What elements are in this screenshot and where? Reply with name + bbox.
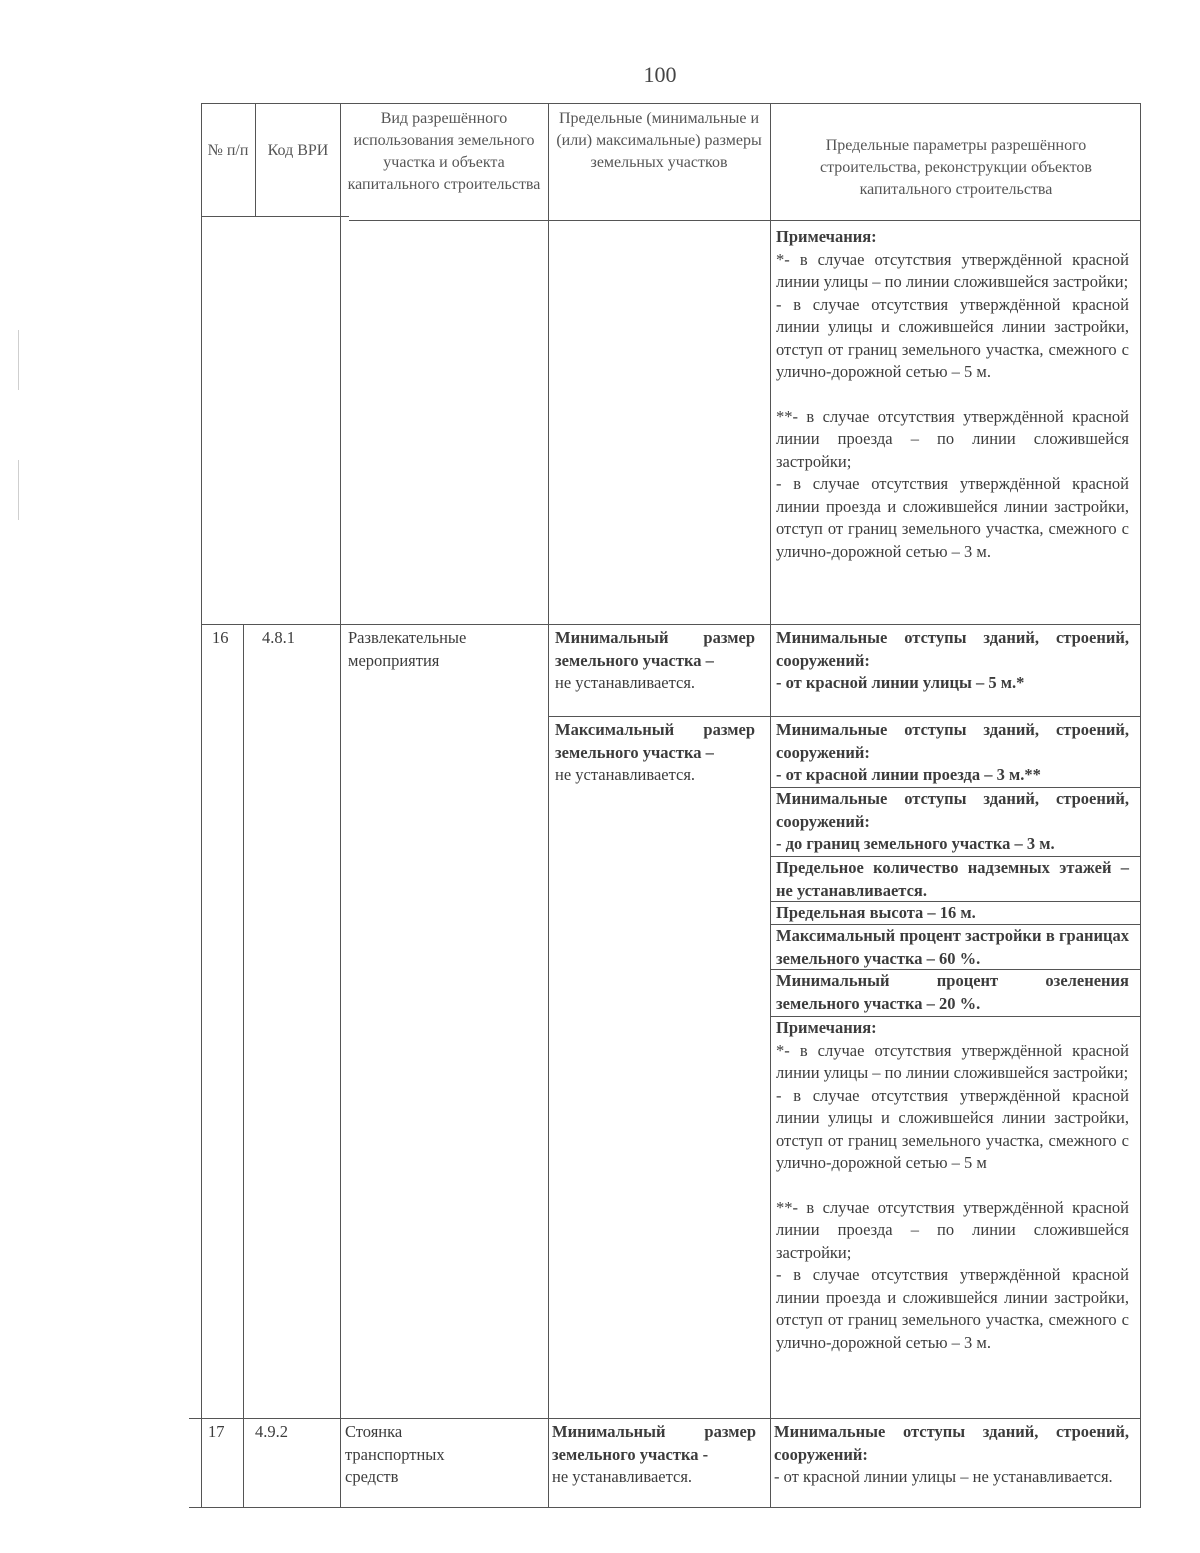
- header-parameters: Предельные параметры разрешённого строительства, реконструкции объектов капитального строительства: [820, 137, 1092, 198]
- setback-street: [774, 1421, 1129, 1489]
- setback-value: - от красной линии проезда – 3 м.**: [776, 765, 1041, 784]
- note-text: - в случае отсутствия утверждённой красной линии улицы и сложившейся линии застройки, отступ от границ земельного участка, смежного с улично-дорожной сетью – 5 м.: [776, 294, 1129, 381]
- note-text: - в случае отсутствия утверждённой красной линии проезда и сложившейся линии застройки, отступ от границ земельного участка, смежного с улично-дорожной сетью – 3 м.: [776, 474, 1129, 561]
- setback-title: Минимальные отступы зданий, строений, сооружений:: [776, 789, 1129, 831]
- setback-value: - до границ земельного участка – 3 м.: [776, 834, 1055, 853]
- max-plot-size: [555, 719, 755, 787]
- setback-value: - от красной линии улицы – не устанавливается.: [774, 1467, 1113, 1486]
- header-number: № п/п: [207, 142, 249, 159]
- setback-title: Минимальные отступы зданий, строений, сооружений:: [774, 1422, 1129, 1464]
- header-use-type: Вид разрешённого использования земельного участка и объекта капитального строительства: [347, 110, 541, 193]
- page-number: 100: [643, 62, 677, 87]
- min-plot-size: [552, 1421, 756, 1489]
- note-text: - в случае отсутствия утверждённой красной линии проезда и сложившейся линии застройки, отступ от границ земельного участка, смежного с улично-дорожной сетью – 3 м.: [776, 1265, 1129, 1352]
- note-text: **- в случае отсутствия утверждённой красной линии проезда – по линии сложившейся застройки;: [776, 406, 1129, 471]
- setback-driveway: [776, 719, 1129, 787]
- row16-notes: [776, 1017, 1129, 1354]
- floors-limit: Предельное количество надземных этажей – не устанавливается.: [776, 858, 1129, 900]
- min-plot-size: [555, 627, 755, 695]
- min-greening-percent: Минимальный процент озеленения земельного участка – 20 %.: [776, 971, 1129, 1013]
- row-use-type: Стоянка транспортных средств: [345, 1422, 445, 1486]
- max-size-title: Максимальный размер земельного участка –: [555, 720, 755, 762]
- min-size-title: Минимальный размер земельного участка –: [555, 628, 755, 670]
- scan-artifact: [18, 460, 19, 520]
- setback-title: Минимальные отступы зданий, строений, сооружений:: [776, 720, 1129, 762]
- row-number: 16: [212, 628, 229, 647]
- header-code: Код ВРИ: [267, 142, 329, 159]
- note-text: **- в случае отсутствия утверждённой красной линии проезда – по линии сложившейся застройки;: [776, 1197, 1129, 1262]
- note-text: *- в случае отсутствия утверждённой красной линии улицы – по линии сложившейся застройки;: [776, 249, 1129, 291]
- min-size-title: Минимальный размер земельного участка -: [552, 1422, 756, 1464]
- notes-title: Примечания:: [776, 227, 877, 246]
- max-size-value: не устанавливается.: [555, 765, 696, 784]
- header-plot-size: Предельные (минимальные и (или) максимальные) размеры земельных участков: [556, 110, 762, 171]
- scan-artifact: [18, 330, 19, 390]
- setback-title: Минимальные отступы зданий, строений, сооружений:: [776, 628, 1129, 670]
- setback-street: [776, 627, 1129, 695]
- note-text: - в случае отсутствия утверждённой красной линии улицы и сложившейся линии застройки, отступ от границ земельного участка, смежного с улично-дорожной сетью – 5 м: [776, 1085, 1129, 1172]
- min-size-value: не устанавливается.: [552, 1467, 693, 1486]
- row-code: 4.8.1: [262, 628, 295, 647]
- min-size-value: не устанавливается.: [555, 673, 696, 692]
- setback-value: - от красной линии улицы – 5 м.*: [776, 673, 1025, 692]
- row-use-type: Развлекательные мероприятия: [348, 628, 467, 670]
- note-text: *- в случае отсутствия утверждённой красной линии улицы – по линии сложившейся застройки;: [776, 1040, 1129, 1082]
- height-limit: Предельная высота – 16 м.: [776, 903, 976, 922]
- setback-plot-boundary: [776, 788, 1129, 856]
- max-building-percent: Максимальный процент застройки в границах земельного участка – 60 %.: [776, 926, 1129, 968]
- row-number: 17: [208, 1422, 225, 1441]
- notes-title: Примечания:: [776, 1018, 877, 1037]
- continued-notes: [776, 226, 1129, 563]
- row-code: 4.9.2: [255, 1422, 288, 1441]
